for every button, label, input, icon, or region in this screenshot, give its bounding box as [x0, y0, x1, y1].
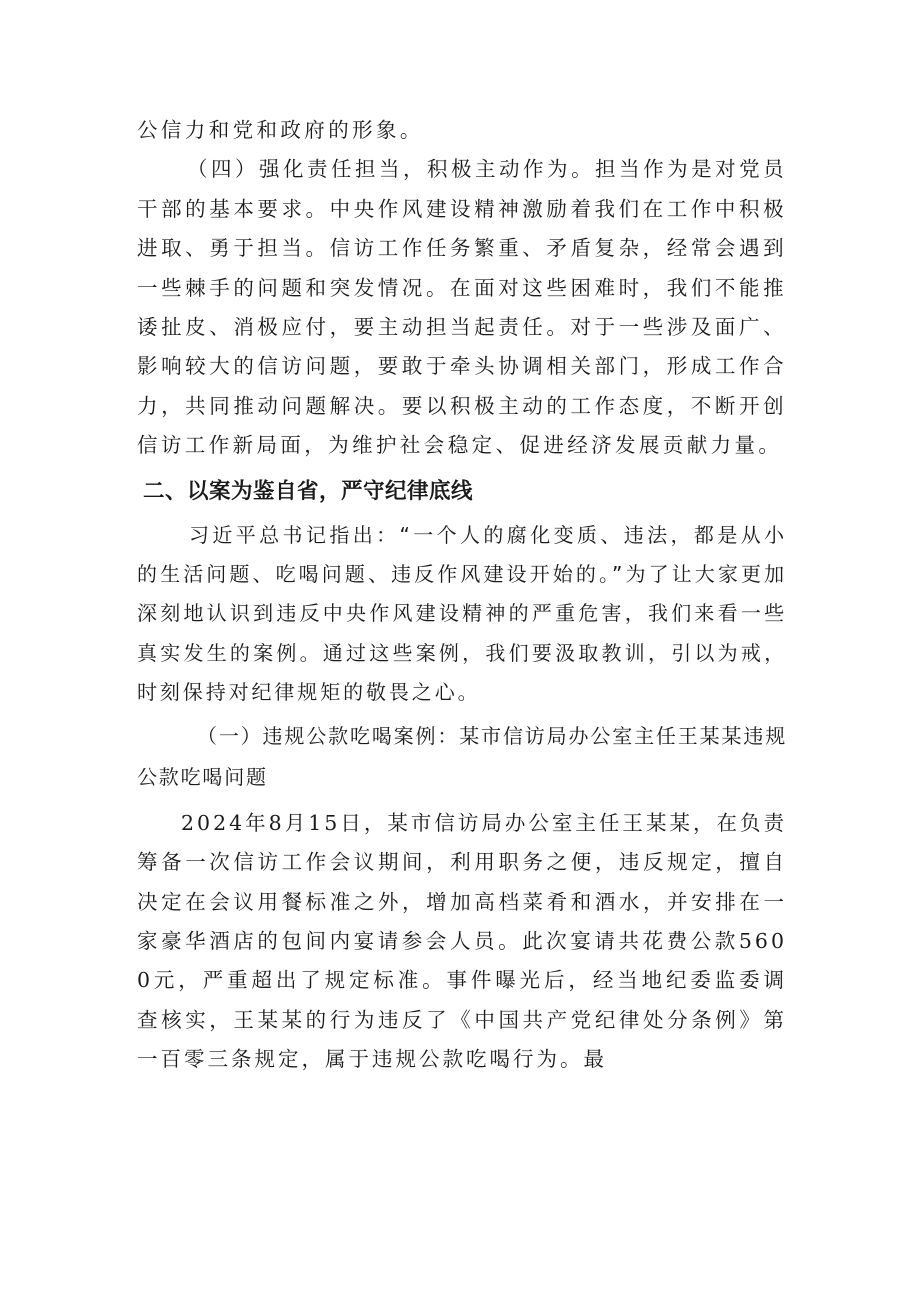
paragraph-continuation: 公信力和党和政府的形象。 [137, 118, 424, 142]
paragraph-quote: 习近平总书记指出：“一个人的腐化变质、违法，都是从小的生活问题、吃喝问题、违反作风建设开始的。”为了让大家更加深刻地认识到违反中央作风建设精神的严重危害，我们来看一些真实发生的案例。通过这些案例，我们要汲取教训，引以为戒，时刻保持对纪律规矩的敬畏之心。 [137, 522, 787, 705]
document-body [137, 111, 787, 1080]
paragraph-case-detail: 2024年8月15日，某市信访局办公室主任王某某，在负责筹备一次信访工作会议期间，利用职务之便，违反规定，擅自决定在会议用餐标准之外，增加高档菜肴和酒水，并安排在一家豪华酒店的包间内宴请参会人员。此次宴请共花费公款5600元，严重超出了规定标准。事件曝光后，经当地纪委监委调查核实，王某某的行为违反了《中国共产党纪律处分条例》第一百零三条规定，属于违规公款吃喝行为。最 [137, 810, 787, 1072]
section-heading-two: 二、以案为鉴自省，严守纪律底线 [143, 478, 474, 504]
paragraph-section-four: （四）强化责任担当，积极主动作为。担当作为是对党员干部的基本要求。中央作风建设精神激励着我们在工作中积极进取、勇于担当。信访工作任务繁重、矛盾复杂，经常会遇到一些棘手的问题和突发情况。在面对这些困难时，我们不能推诿扯皮、消极应付，要主动担当起责任。对于一些涉及面广、影响较大的信访问题，要敢于牵头协调相关部门，形成工作合力，共同推动问题解决。要以积极主动的工作态度，不断开创信访工作新局面，为维护社会稳定、促进经济发展贡献力量。 [137, 157, 787, 458]
subheading-case-one: （一）违规公款吃喝案例：某市信访局办公室主任王某某违规公款吃喝问题 [137, 723, 787, 789]
